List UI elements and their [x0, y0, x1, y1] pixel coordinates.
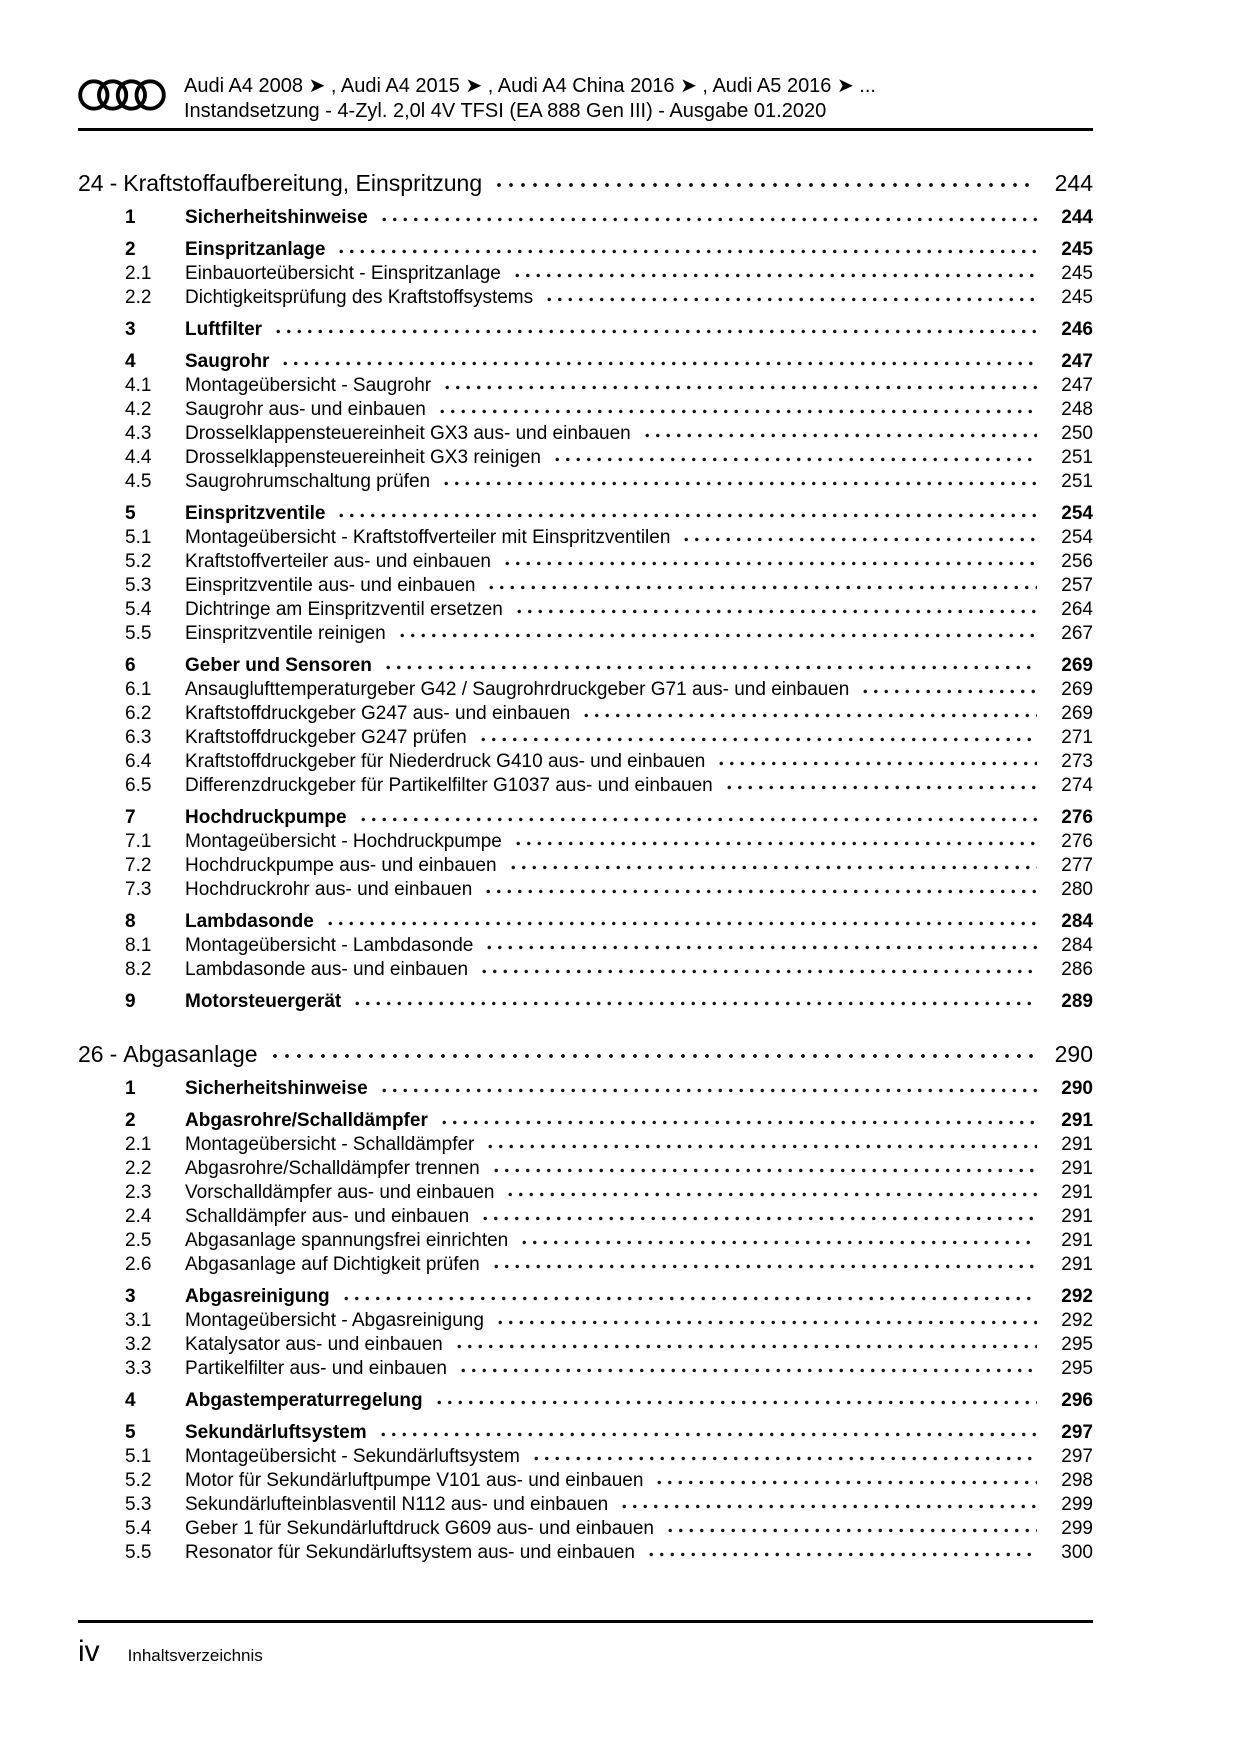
- entry-page-number: 291: [1061, 1158, 1093, 1179]
- entry-page-number: 250: [1061, 423, 1093, 444]
- entry-page-number: 291: [1061, 1230, 1093, 1251]
- entry-number: 6.5: [125, 775, 152, 796]
- entry-number: 2: [125, 239, 136, 260]
- entry-page-number: 251: [1061, 447, 1093, 468]
- entry-label: Montageübersicht - Saugrohr: [185, 375, 432, 396]
- dot-leader: [432, 1389, 1037, 1413]
- entry-label: Resonator für Sekundärluftsystem aus- und einbauen: [185, 1542, 635, 1563]
- toc-entry[interactable]: [78, 806, 1093, 830]
- dot-leader: [478, 1205, 1037, 1229]
- page-footer: [78, 1620, 1093, 1667]
- entry-label: Sekundärluftsystem: [185, 1422, 367, 1443]
- entry-page-number: 295: [1061, 1334, 1093, 1355]
- dot-leader: [334, 502, 1037, 526]
- chapter-separator: -: [109, 1041, 118, 1067]
- toc-entry[interactable]: [78, 1181, 1093, 1205]
- entry-number: 4: [125, 351, 136, 372]
- entry-number: 5: [125, 1422, 136, 1443]
- entry-label: Montageübersicht - Lambdasonde: [185, 935, 474, 956]
- header-models-line: Audi A4 2008 ➤ , Audi A4 2015 ➤ , Audi A4 China 2016 ➤ , Audi A5 2016 ➤ ...: [184, 75, 876, 97]
- entry-label: Hochdruckpumpe: [185, 807, 347, 828]
- entry-label: Abgasreinigung: [185, 1286, 330, 1307]
- toc-entry[interactable]: [78, 1253, 1093, 1277]
- toc-entry[interactable]: [78, 574, 1093, 598]
- entry-page-number: 292: [1061, 1310, 1093, 1331]
- entry-label: Sekundärlufteinblasventil N112 aus- und einbauen: [185, 1494, 609, 1515]
- entry-label: Dichtringe am Einspritzventil ersetzen: [185, 599, 503, 620]
- toc-entry[interactable]: [78, 1493, 1093, 1517]
- entry-page-number: 291: [1061, 1254, 1093, 1275]
- entry-label: Motor für Sekundärluftpumpe V101 aus- und einbauen: [185, 1470, 644, 1491]
- entry-number: 3.3: [125, 1358, 152, 1379]
- entry-number: 2.6: [125, 1254, 152, 1275]
- toc-entry[interactable]: [78, 1229, 1093, 1253]
- toc-entry[interactable]: [78, 678, 1093, 702]
- toc-entry[interactable]: [78, 1157, 1093, 1181]
- toc-entry[interactable]: [78, 598, 1093, 622]
- entry-number: 2.2: [125, 1158, 152, 1179]
- entry-number: 4.5: [125, 471, 152, 492]
- entry-label: Geber 1 für Sekundärluftdruck G609 aus- und einbauen: [185, 1518, 654, 1539]
- toc-entry[interactable]: [78, 830, 1093, 854]
- entry-label: Motorsteuergerät: [185, 991, 342, 1012]
- entry-label: Ansauglufttemperaturgeber G42 / Saugrohrdruckgeber G71 aus- und einbauen: [185, 679, 850, 700]
- dot-leader: [491, 168, 1037, 198]
- dot-leader: [356, 806, 1037, 830]
- dot-leader: [652, 1469, 1037, 1493]
- entry-page-number: 274: [1061, 775, 1093, 796]
- entry-number: 4.4: [125, 447, 152, 468]
- entry-label: Schalldämpfer aus- und einbauen: [185, 1206, 470, 1227]
- footer-section-label: Inhaltsverzeichnis: [127, 1646, 263, 1665]
- entry-number: 1: [125, 207, 136, 228]
- entry-label: Einbauorteübersicht - Einspritzanlage: [185, 263, 501, 284]
- dot-leader: [493, 1309, 1037, 1333]
- footer-page-number: iv: [78, 1635, 100, 1668]
- entry-label: Abgasrohre/Schalldämpfer trennen: [185, 1158, 480, 1179]
- entry-label: Drosselklappensteuereinheit GX3 reinigen: [185, 447, 541, 468]
- entry-label: Geber und Sensoren: [185, 655, 372, 676]
- dot-leader: [377, 206, 1037, 230]
- toc-entry[interactable]: [78, 1309, 1093, 1333]
- toc-entry[interactable]: [78, 854, 1093, 878]
- entry-number: 3.1: [125, 1310, 152, 1331]
- dot-leader: [679, 526, 1037, 550]
- entry-page-number: 248: [1061, 399, 1093, 420]
- entry-label: Partikelfilter aus- und einbauen: [185, 1358, 447, 1379]
- audi-rings-icon: [78, 77, 166, 118]
- toc: [78, 168, 1093, 1565]
- entry-label: Montageübersicht - Abgasreinigung: [185, 1310, 484, 1331]
- page-header: [78, 74, 1093, 131]
- toc-entry[interactable]: [78, 206, 1093, 230]
- entry-number: 5: [125, 503, 136, 524]
- entry-page-number: 269: [1061, 703, 1093, 724]
- dot-leader: [267, 1039, 1037, 1069]
- dot-leader: [452, 1333, 1037, 1357]
- entry-number: 6: [125, 655, 136, 676]
- toc-entry[interactable]: [78, 1389, 1093, 1413]
- toc-entry[interactable]: [78, 318, 1093, 342]
- entry-number: 9: [125, 991, 136, 1012]
- entry-number: 6.2: [125, 703, 152, 724]
- entry-page-number: 298: [1061, 1470, 1093, 1491]
- chapter-title: Kraftstoffaufbereitung, Einspritzung: [123, 170, 483, 196]
- toc-entry[interactable]: [78, 350, 1093, 374]
- entry-number: 4: [125, 1390, 136, 1411]
- toc-entry[interactable]: [78, 958, 1093, 982]
- entry-page-number: 254: [1061, 527, 1093, 548]
- toc-entry[interactable]: [78, 990, 1093, 1014]
- entry-label: Einspritzventile reinigen: [185, 623, 386, 644]
- entry-number: 2.3: [125, 1182, 152, 1203]
- dot-leader: [640, 422, 1037, 446]
- dot-leader: [376, 1421, 1037, 1445]
- entry-page-number: 247: [1061, 351, 1093, 372]
- entry-page-number: 267: [1061, 623, 1093, 644]
- dot-leader: [381, 654, 1037, 678]
- entry-label: Sicherheitshinweise: [185, 207, 368, 228]
- header-subtitle-line: Instandsetzung - 4-Zyl. 2,0l 4V TFSI (EA 888 Gen III) - Ausgabe 01.2020: [184, 100, 827, 122]
- entry-label: Vorschalldämpfer aus- und einbauen: [185, 1182, 495, 1203]
- toc-entry[interactable]: [78, 1285, 1093, 1309]
- entry-number: 3: [125, 319, 136, 340]
- entry-label: Saugrohrumschaltung prüfen: [185, 471, 431, 492]
- entry-number: 5.2: [125, 551, 152, 572]
- entry-label: Saugrohr: [185, 351, 270, 372]
- entry-label: Montageübersicht - Kraftstoffverteiler mit Einspritzventilen: [185, 527, 671, 548]
- dot-leader: [323, 910, 1037, 934]
- entry-page-number: 271: [1061, 727, 1093, 748]
- entry-label: Kraftstoffdruckgeber G247 prüfen: [185, 727, 467, 748]
- entry-label: Abgasanlage auf Dichtigkeit prüfen: [185, 1254, 480, 1275]
- dot-leader: [476, 726, 1037, 750]
- dot-leader: [278, 350, 1037, 374]
- chapter-separator: -: [109, 170, 118, 196]
- entry-label: Montageübersicht - Schalldämpfer: [185, 1134, 475, 1155]
- entry-label: Hochdruckrohr aus- und einbauen: [185, 879, 473, 900]
- entry-page-number: 256: [1061, 551, 1093, 572]
- entry-label: Sicherheitshinweise: [185, 1078, 368, 1099]
- toc-entry[interactable]: [78, 878, 1093, 902]
- entry-number: 3: [125, 1286, 136, 1307]
- toc-entry[interactable]: [78, 726, 1093, 750]
- dot-leader: [456, 1357, 1037, 1381]
- toc-entry[interactable]: [78, 654, 1093, 678]
- dot-leader: [482, 934, 1037, 958]
- entry-page-number: 276: [1061, 807, 1093, 828]
- entry-page-number: 244: [1061, 207, 1093, 228]
- entry-page-number: 245: [1061, 287, 1093, 308]
- dot-leader: [489, 1157, 1037, 1181]
- dot-leader: [511, 830, 1037, 854]
- toc-entry[interactable]: [78, 374, 1093, 398]
- entry-label: Drosselklappensteuereinheit GX3 aus- und einbauen: [185, 423, 631, 444]
- entry-page-number: 280: [1061, 879, 1093, 900]
- entry-label: Abgasrohre/Schalldämpfer: [185, 1110, 428, 1131]
- dot-leader: [542, 286, 1037, 310]
- entry-number: 5.2: [125, 1470, 152, 1491]
- toc-entry[interactable]: [78, 1109, 1093, 1133]
- toc-chapter-heading[interactable]: [78, 168, 1093, 198]
- entry-number: 5.1: [125, 1446, 152, 1467]
- entry-page-number: 247: [1061, 375, 1093, 396]
- entry-number: 5.4: [125, 1518, 152, 1539]
- entry-page-number: 295: [1061, 1358, 1093, 1379]
- dot-leader: [483, 1133, 1037, 1157]
- dot-leader: [617, 1493, 1037, 1517]
- entry-page-number: 291: [1061, 1134, 1093, 1155]
- entry-number: 5.4: [125, 599, 152, 620]
- entry-page-number: 264: [1061, 599, 1093, 620]
- dot-leader: [722, 774, 1037, 798]
- entry-label: Katalysator aus- und einbauen: [185, 1334, 443, 1355]
- entry-number: 5.1: [125, 527, 152, 548]
- entry-number: 3.2: [125, 1334, 152, 1355]
- entry-number: 4.2: [125, 399, 152, 420]
- toc-entry[interactable]: [78, 750, 1093, 774]
- chapter-title: Abgasanlage: [123, 1041, 258, 1067]
- toc-entry[interactable]: [78, 1469, 1093, 1493]
- entry-page-number: 284: [1061, 911, 1093, 932]
- entry-number: 5.5: [125, 623, 152, 644]
- entry-number: 1: [125, 1078, 136, 1099]
- dot-leader: [714, 750, 1037, 774]
- header-text-block: [184, 74, 1093, 124]
- entry-page-number: 297: [1061, 1422, 1093, 1443]
- entry-label: Kraftstoffdruckgeber für Niederdruck G410 aus- und einbauen: [185, 751, 706, 772]
- entry-page-number: 269: [1061, 655, 1093, 676]
- entry-page-number: 254: [1061, 503, 1093, 524]
- toc-entry[interactable]: [78, 422, 1093, 446]
- toc-entry[interactable]: [78, 1517, 1093, 1541]
- entry-page-number: 286: [1061, 959, 1093, 980]
- entry-number: 8: [125, 911, 136, 932]
- dot-leader: [435, 398, 1037, 422]
- entry-number: 2: [125, 1110, 136, 1131]
- entry-number: 4.1: [125, 375, 152, 396]
- entry-label: Saugrohr aus- und einbauen: [185, 399, 426, 420]
- entry-page-number: 269: [1061, 679, 1093, 700]
- entry-number: 4.3: [125, 423, 152, 444]
- entry-page-number: 245: [1061, 239, 1093, 260]
- entry-page-number: 299: [1061, 1518, 1093, 1539]
- toc-entry[interactable]: [78, 622, 1093, 646]
- toc-entry[interactable]: [78, 774, 1093, 798]
- entry-number: 2.1: [125, 263, 152, 284]
- entry-label: Montageübersicht - Hochdruckpumpe: [185, 831, 502, 852]
- dot-leader: [489, 1253, 1037, 1277]
- dot-leader: [439, 470, 1037, 494]
- entry-page-number: 299: [1061, 1494, 1093, 1515]
- dot-leader: [484, 574, 1037, 598]
- entry-label: Kraftstoffverteiler aus- und einbauen: [185, 551, 491, 572]
- entry-page-number: 297: [1061, 1446, 1093, 1467]
- entry-label: Einspritzventile aus- und einbauen: [185, 575, 476, 596]
- entry-label: Hochdruckpumpe aus- und einbauen: [185, 855, 497, 876]
- entry-label: Montageübersicht - Sekundärluftsystem: [185, 1446, 520, 1467]
- entry-label: Dichtigkeitsprüfung des Kraftstoffsystems: [185, 287, 534, 308]
- entry-page-number: 246: [1061, 319, 1093, 340]
- dot-leader: [529, 1445, 1037, 1469]
- toc-entry[interactable]: [78, 702, 1093, 726]
- dot-leader: [481, 878, 1037, 902]
- entry-number: 6.4: [125, 751, 152, 772]
- chapter-page-number: 290: [1054, 1041, 1093, 1067]
- entry-number: 7.1: [125, 831, 152, 852]
- toc-entry[interactable]: [78, 1445, 1093, 1469]
- entry-number: 8.1: [125, 935, 152, 956]
- entry-page-number: 284: [1061, 935, 1093, 956]
- entry-page-number: 296: [1061, 1390, 1093, 1411]
- entry-number: 5.5: [125, 1542, 152, 1563]
- toc-entry[interactable]: [78, 550, 1093, 574]
- entry-number: 5.3: [125, 1494, 152, 1515]
- entry-page-number: 273: [1061, 751, 1093, 772]
- toc-entry[interactable]: [78, 502, 1093, 526]
- toc-entry[interactable]: [78, 1205, 1093, 1229]
- toc-entry[interactable]: [78, 446, 1093, 470]
- entry-page-number: 276: [1061, 831, 1093, 852]
- chapter-number: 26: [78, 1041, 104, 1067]
- dot-leader: [395, 622, 1037, 646]
- entry-label: Einspritzventile: [185, 503, 326, 524]
- entry-label: Luftfilter: [185, 319, 263, 340]
- entry-page-number: 291: [1061, 1110, 1093, 1131]
- entry-number: 2.5: [125, 1230, 152, 1251]
- toc-entry[interactable]: [78, 398, 1093, 422]
- dot-leader: [503, 1181, 1037, 1205]
- dot-leader: [440, 374, 1037, 398]
- toc-entry[interactable]: [78, 262, 1093, 286]
- entry-label: Kraftstoffdruckgeber G247 aus- und einbauen: [185, 703, 571, 724]
- entry-label: Abgastemperaturregelung: [185, 1390, 423, 1411]
- dot-leader: [579, 702, 1037, 726]
- entry-page-number: 289: [1061, 991, 1093, 1012]
- entry-number: 2.4: [125, 1206, 152, 1227]
- entry-number: 8.2: [125, 959, 152, 980]
- dot-leader: [517, 1229, 1037, 1253]
- toc-entry[interactable]: [78, 1133, 1093, 1157]
- toc-entry[interactable]: [78, 470, 1093, 494]
- toc-chapter-heading[interactable]: [78, 1039, 1093, 1069]
- toc-entry[interactable]: [78, 1357, 1093, 1381]
- entry-number: 2.2: [125, 287, 152, 308]
- entry-page-number: 292: [1061, 1286, 1093, 1307]
- entry-page-number: 251: [1061, 471, 1093, 492]
- entry-number: 6.1: [125, 679, 152, 700]
- dot-leader: [339, 1285, 1037, 1309]
- toc-entry[interactable]: [78, 1077, 1093, 1101]
- entry-page-number: 300: [1061, 1542, 1093, 1563]
- dot-leader: [271, 318, 1037, 342]
- dot-leader: [510, 262, 1037, 286]
- toc-entry[interactable]: [78, 934, 1093, 958]
- toc-entry[interactable]: [78, 286, 1093, 310]
- entry-page-number: 290: [1061, 1078, 1093, 1099]
- dot-leader: [377, 1077, 1037, 1101]
- dot-leader: [477, 958, 1037, 982]
- entry-label: Differenzdruckgeber für Partikelfilter G1037 aus- und einbauen: [185, 775, 713, 796]
- entry-label: Lambdasonde: [185, 911, 314, 932]
- dot-leader: [500, 550, 1037, 574]
- dot-leader: [506, 854, 1037, 878]
- entry-page-number: 257: [1061, 575, 1093, 596]
- entry-label: Lambdasonde aus- und einbauen: [185, 959, 469, 980]
- footer-divider: [78, 1620, 1093, 1623]
- entry-number: 7.2: [125, 855, 152, 876]
- entry-page-number: 291: [1061, 1206, 1093, 1227]
- entry-number: 7.3: [125, 879, 152, 900]
- toc-entry[interactable]: [78, 526, 1093, 550]
- chapter-page-number: 244: [1054, 170, 1093, 196]
- dot-leader: [334, 238, 1037, 262]
- toc-entry[interactable]: [78, 1333, 1093, 1357]
- entry-page-number: 245: [1061, 263, 1093, 284]
- toc-entry[interactable]: [78, 1421, 1093, 1445]
- toc-entry[interactable]: [78, 910, 1093, 934]
- dot-leader: [858, 678, 1037, 702]
- entry-number: 6.3: [125, 727, 152, 748]
- toc-entry[interactable]: [78, 1541, 1093, 1565]
- entry-label: Einspritzanlage: [185, 239, 326, 260]
- chapter-number: 24: [78, 170, 104, 196]
- dot-leader: [350, 990, 1037, 1014]
- dot-leader: [437, 1109, 1037, 1133]
- entry-number: 7: [125, 807, 136, 828]
- dot-leader: [663, 1517, 1037, 1541]
- toc-entry[interactable]: [78, 238, 1093, 262]
- entry-page-number: 277: [1061, 855, 1093, 876]
- dot-leader: [550, 446, 1037, 470]
- dot-leader: [644, 1541, 1037, 1565]
- dot-leader: [512, 598, 1037, 622]
- entry-label: Abgasanlage spannungsfrei einrichten: [185, 1230, 509, 1251]
- entry-number: 5.3: [125, 575, 152, 596]
- header-divider: [78, 128, 1093, 131]
- entry-number: 2.1: [125, 1134, 152, 1155]
- entry-page-number: 291: [1061, 1182, 1093, 1203]
